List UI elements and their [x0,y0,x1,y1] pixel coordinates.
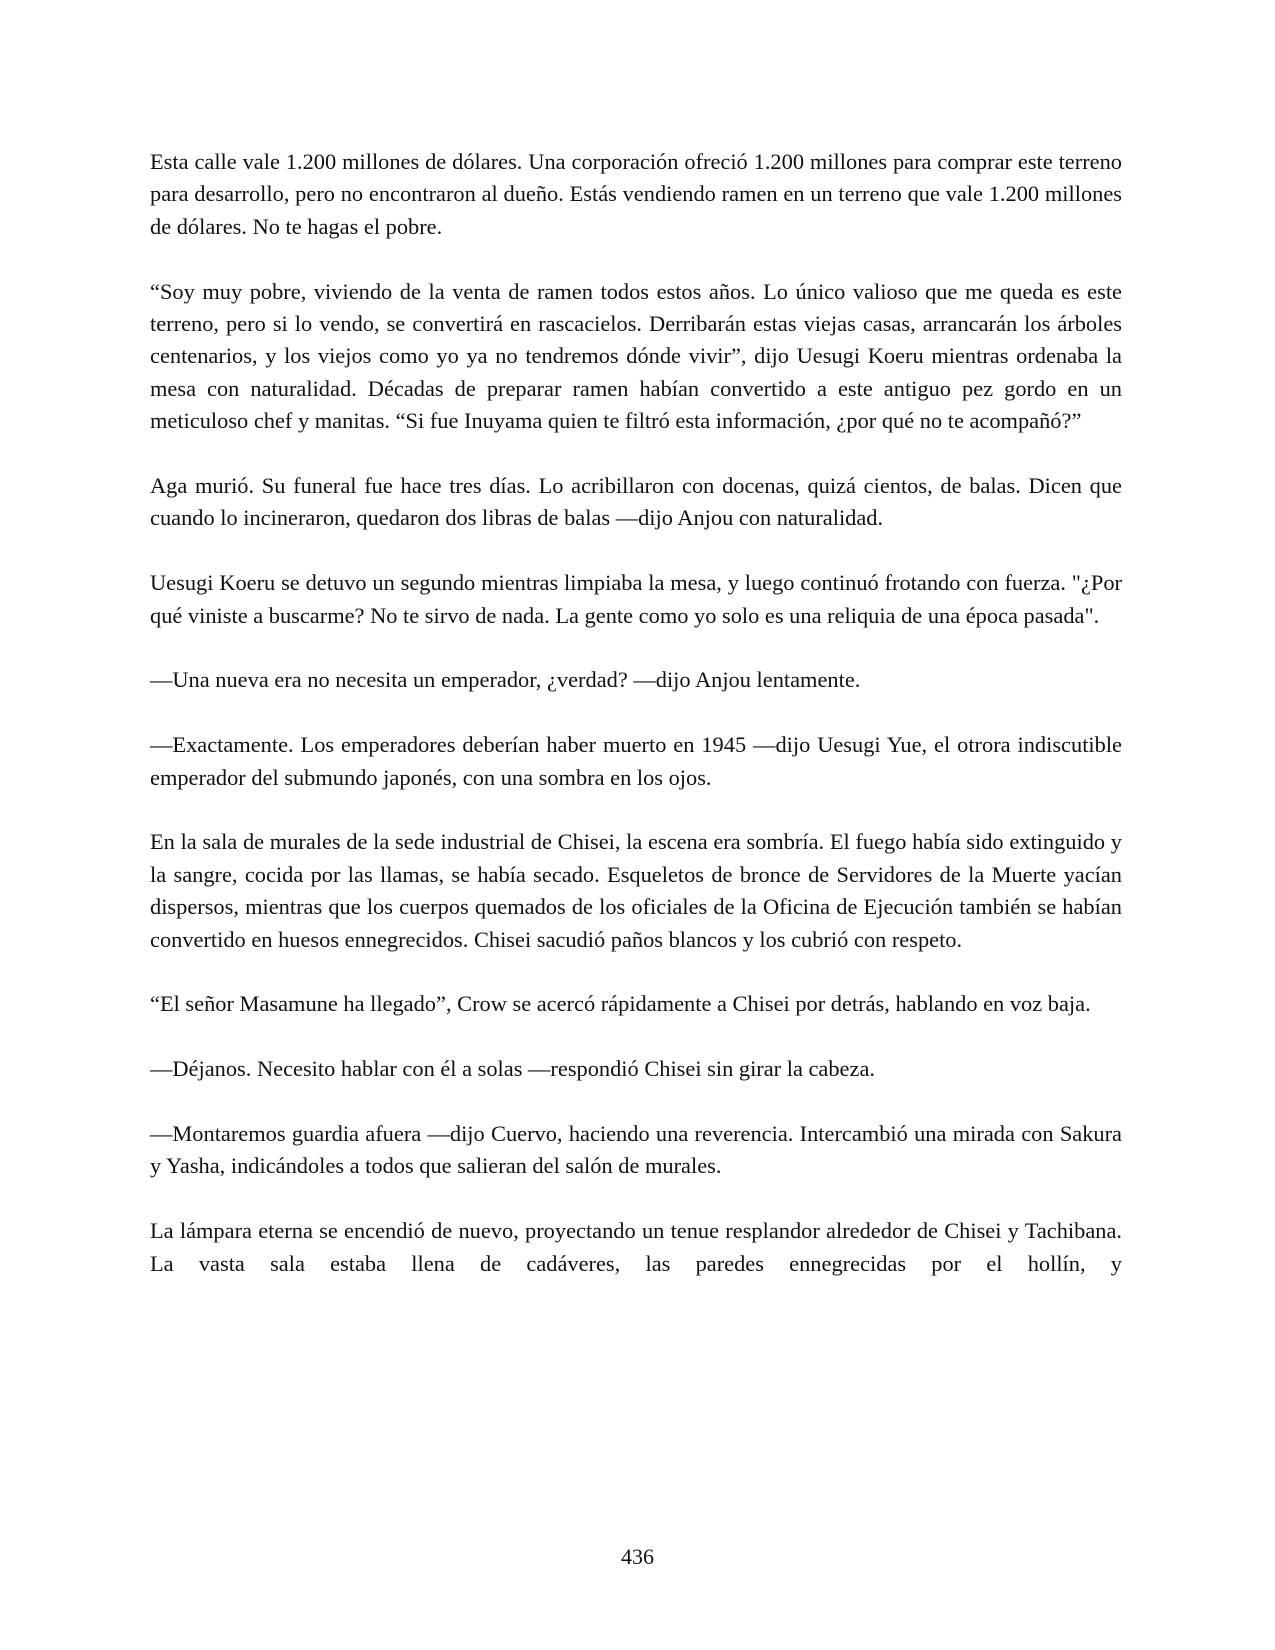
paragraph: Aga murió. Su funeral fue hace tres días. Lo acribillaron con docenas, quizá cientos, de balas. Dicen que cuando lo incineraron, quedaron dos libras de balas —dijo Anjou con naturalidad. [150,473,1122,531]
page-body [150,146,1122,1312]
paragraph: —Montaremos guardia afuera —dijo Cuervo, haciendo una reverencia. Intercambió una mirada con Sakura y Yasha, indicándoles a todos que salieran del salón de murales. [150,1121,1122,1179]
paragraph: “El señor Masamune ha llegado”, Crow se acercó rápidamente a Chisei por detrás, hablando en voz baja. [150,991,1091,1017]
paragraph: Uesugi Koeru se detuvo un segundo mientras limpiaba la mesa, y luego continuó frotando con fuerza. "¿Por qué viniste a buscarme? No te sirvo de nada. La gente como yo solo es una reliquia de una época pasada". [150,570,1122,628]
paragraph: La lámpara eterna se encendió de nuevo, proyectando un tenue resplandor alrededor de Chisei y Tachibana. La vasta sala estaba llena de cadáveres, las paredes ennegrecidas por el hollín, y [150,1218,1122,1276]
paragraph: Esta calle vale 1.200 millones de dólares. Una corporación ofreció 1.200 millones para comprar este terreno para desarrollo, pero no encontraron al dueño. Estás vendiendo ramen en un terreno que vale 1.200 millones de dólares. No te hagas el pobre. [150,149,1122,239]
page-number: 436 [621,1544,654,1569]
paragraph: —Déjanos. Necesito hablar con él a solas —respondió Chisei sin girar la cabeza. [150,1056,875,1082]
paragraph: “Soy muy pobre, viviendo de la venta de ramen todos estos años. Lo único valioso que me queda es este terreno, pero si lo vendo, se convertirá en rascacielos. Derribarán estas viejas casas, arrancarán los árboles centenarios, y los viejos como yo ya no tendremos dónde vivir”, dijo Uesugi Koeru mientras ordenaba la mesa con naturalidad. Décadas de preparar ramen habían convertido a este antiguo pez gordo en un meticuloso chef y manitas. “Si fue Inuyama quien te filtró esta información, ¿por qué no te acompañó?” [150,278,1122,434]
paragraph: En la sala de murales de la sede industrial de Chisei, la escena era sombría. El fuego había sido extinguido y la sangre, cocida por las llamas, se había secado. Esqueletos de bronce de Servidores de la Muerte yacían dispersos, mientras que los cuerpos quemados de los oficiales de la Oficina de Ejecución también se habían convertido en huesos ennegrecidos. Chisei sacudió paños blancos y los cubrió con respeto. [150,829,1122,952]
paragraph: —Exactamente. Los emperadores deberían haber muerto en 1945 —dijo Uesugi Yue, el otrora indiscutible emperador del submundo japonés, con una sombra en los ojos. [150,732,1122,790]
paragraph: —Una nueva era no necesita un emperador, ¿verdad? —dijo Anjou lentamente. [150,667,861,693]
